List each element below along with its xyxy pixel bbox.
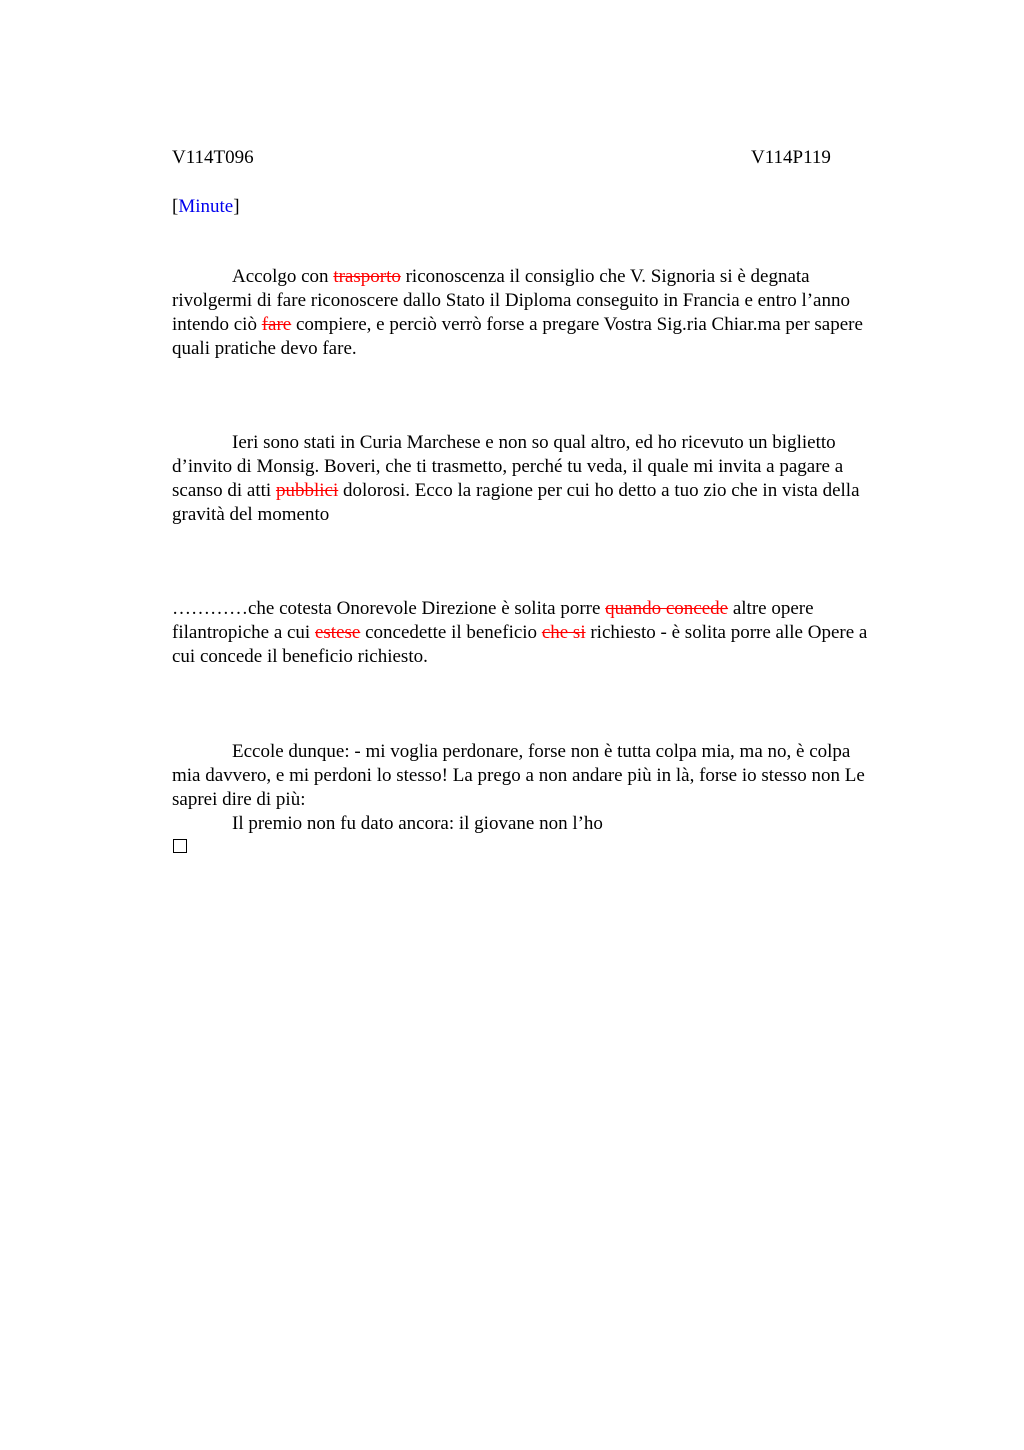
text-run: Ieri sono stati in Curia Marchese e non so qual altro, ed ho ricevuto un biglietto — [232, 432, 836, 453]
checkbox-square-icon[interactable] — [173, 839, 187, 853]
paragraph-1-line-2: rivolgermi di fare riconoscere dallo Stato il Diploma conseguito in Francia e entro l’anno — [172, 290, 850, 311]
paragraph-1-line-4: quali pratiche devo fare. — [172, 338, 357, 359]
paragraph-4-line-3: saprei dire di più: — [172, 789, 306, 810]
paragraph-2 — [172, 431, 860, 527]
paragraph-2-line-3 — [172, 479, 860, 503]
minute-heading — [172, 195, 240, 219]
paragraph-1 — [172, 265, 863, 361]
deleted-word: fare — [261, 314, 292, 335]
text-run: richiesto - è solita porre alle Opere a — [585, 622, 868, 643]
paragraph-4-line-1 — [172, 740, 865, 764]
document-code-right: V114P119 — [751, 147, 831, 168]
text-run: filantropiche a cui — [172, 622, 315, 643]
text-run: Eccole dunque: - mi voglia perdonare, forse non è tutta colpa mia, ma no, è colpa — [232, 741, 851, 762]
paragraph-4-line-4 — [172, 812, 865, 836]
text-run: altre opere — [728, 598, 814, 619]
paragraph-4-line-2: mia davvero, e mi perdoni lo stesso! La prego a non andare più in là, forse io stesso non Le — [172, 765, 865, 786]
text-run: compiere, e perciò verrò forse a pregare Vostra Sig.ria Chiar.ma per sapere — [291, 314, 863, 335]
document-code-left: V114T096 — [172, 147, 254, 168]
paragraph-4 — [172, 740, 865, 836]
paragraph-2-line-1 — [172, 431, 860, 455]
text-run: Il premio non fu dato ancora: il giovane non l’ho — [232, 813, 603, 834]
text-run: Accolgo con — [232, 266, 334, 287]
deleted-word: trasporto — [333, 266, 401, 287]
text-run: scanso di atti — [172, 480, 276, 501]
paragraph-1-line-3 — [172, 313, 863, 337]
paragraph-3-line-1 — [172, 597, 867, 621]
paragraph-3-line-2 — [172, 621, 867, 645]
text-run: intendo ciò — [172, 314, 262, 335]
minute-link[interactable]: Minute — [178, 196, 234, 217]
deleted-word: pubblici — [275, 480, 339, 501]
text-run: concedette il beneficio — [360, 622, 542, 643]
paragraph-2-line-4: gravità del momento — [172, 504, 330, 525]
deleted-word: quando concede — [605, 598, 729, 619]
paragraph-2-line-2: d’invito di Monsig. Boveri, che ti trasmetto, perché tu veda, il quale mi invita a pagare a — [172, 456, 844, 477]
deleted-word: estese — [314, 622, 361, 643]
text-run: riconoscenza il consiglio che V. Signoria si è degnata — [400, 266, 810, 287]
paragraph-1-line-1 — [172, 265, 863, 289]
minute-close-bracket: ] — [233, 196, 240, 217]
text-run: …………che cotesta Onorevole Direzione è solita porre — [172, 598, 606, 619]
paragraph-3 — [172, 597, 867, 669]
paragraph-3-line-3: cui concede il beneficio richiesto. — [172, 646, 428, 667]
text-run: dolorosi. Ecco la ragione per cui ho detto a tuo zio che in vista della — [338, 480, 860, 501]
minute-open-bracket: [ — [172, 196, 179, 217]
deleted-word: che si — [541, 622, 586, 643]
